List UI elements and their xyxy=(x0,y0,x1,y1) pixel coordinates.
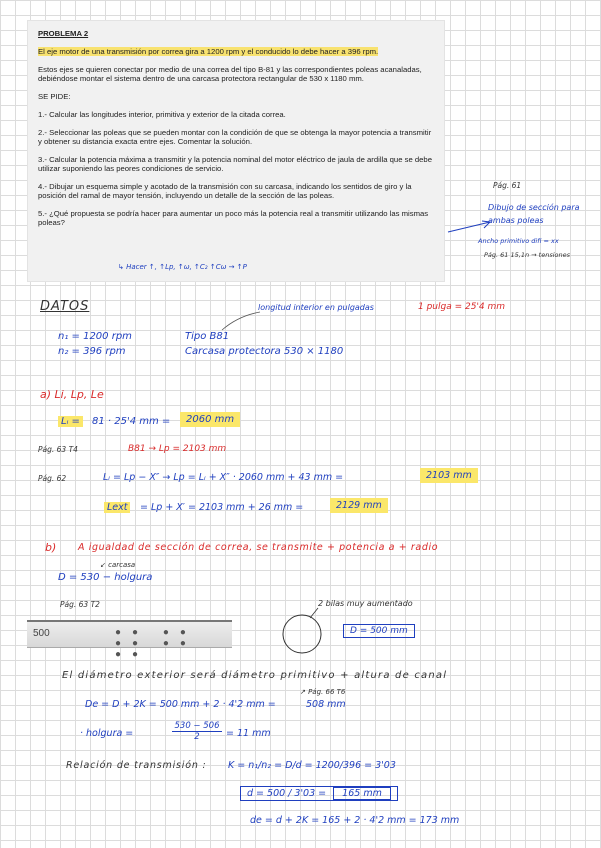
part-a-label: a) Li, Lp, Le xyxy=(40,388,104,401)
part-b-sentence: A igualdad de sección de correa, se transmite + potencia a + radio xyxy=(78,542,439,553)
margin-draw-note-2: ambas poleas xyxy=(488,216,544,225)
pointer-line-icon xyxy=(218,310,262,332)
relacion-label: Relación de transmisión : xyxy=(66,760,207,771)
photo-note: 2 bilas muy aumentado xyxy=(318,599,413,608)
holgura-fraction xyxy=(172,721,222,742)
d-small-box xyxy=(240,786,398,801)
margin-draw-note-1: Dibujo de sección para xyxy=(488,203,580,212)
datos-pulgada: 1 pulga = 25'4 mm xyxy=(418,302,506,312)
datos-tipo: Tipo B81 xyxy=(185,331,230,342)
problem-intro: Estos ejes se quieren conectar por medio de una correa del tipo B-81 y las correspondientes poleas acanaladas, debiéndose montar el sistema dentro de una carcasa protectora rectangular de 530 x 1180 mm. xyxy=(38,65,422,83)
problem-se-pide: SE PIDE: xyxy=(38,92,71,101)
pag62-ref: Pág. 62 xyxy=(38,474,67,483)
datos-heading: DATOS xyxy=(40,299,90,314)
holgura-denominator: 2 xyxy=(194,732,200,742)
datos-n2: n₂ = 396 rpm xyxy=(58,346,126,357)
lext-formula: = Lp + X′ = 2103 mm + 26 mm = xyxy=(140,502,304,513)
arrow-icon xyxy=(446,219,494,235)
pag63-ref: Pág. 63 T4 xyxy=(38,445,78,454)
lext-var: Lext xyxy=(104,502,130,513)
pulley-scale-photo xyxy=(27,620,232,660)
problem-statement xyxy=(27,20,445,282)
lp-result: 2103 mm xyxy=(420,470,478,481)
li-formula: Lᵢ = Lp − X″ → Lp = Lᵢ + X″ · 2060 mm + 43 mm = xyxy=(103,472,344,483)
problem-item-5: 5.- ¿Qué propuesta se podría hacer para aumentar un poco más la potencia real a transmitir utilizando las mismas poleas? xyxy=(38,209,429,227)
margin-pag-ref-bottom: Pág. 61 15,1n → tensiones xyxy=(484,251,571,259)
de-result: 508 mm xyxy=(306,699,346,710)
relacion-formula: K = n₁/n₂ = D/d = 1200/396 = 3'03 xyxy=(228,760,396,771)
holgura-label: · holgura = xyxy=(80,728,134,739)
margin-pag-ref-top: Pág. 61 xyxy=(493,181,522,190)
lext-result: 2129 mm xyxy=(330,500,388,511)
de-formula: De = D + 2K = 500 mm + 2 · 4'2 mm = xyxy=(85,699,276,710)
zoom-circle-icon xyxy=(278,604,328,658)
pag66-ref: ↗ Pág. 66 T6 xyxy=(300,688,346,696)
problem-item-1: 1.- Calcular las longitudes interior, primitiva y exterior de la citada correa. xyxy=(38,110,286,119)
datos-n1: n₁ = 1200 rpm xyxy=(58,331,132,342)
b81-line: B81 → Lp = 2103 mm xyxy=(128,444,227,454)
d-result: D = 500 mm xyxy=(343,624,415,638)
li-result: 2060 mm xyxy=(180,414,240,425)
problem-item-2: 2.- Seleccionar las poleas que se pueden montar con la condición de que se obtenga la mayor potencia a transmitir y obtener su distancia exacta entre ejes. Comentar la solución. xyxy=(38,128,432,146)
problem-item-4: 4.- Dibujar un esquema simple y acotado de la transmisión con su carcasa, indicando los sentidos de giro y la posición del ramal de mayor tensión, incluyendo un detalle de la sección de las poleas. xyxy=(38,182,412,200)
li-calc: 81 · 25'4 mm = xyxy=(92,416,171,427)
d-formula: D = 530 − holgura xyxy=(58,572,153,583)
pag-t2-ref: Pág. 63 T2 xyxy=(60,600,100,609)
part-b-label: b) xyxy=(45,541,57,554)
datos-longitud-note: longitud interior en pulgadas xyxy=(258,303,374,312)
datos-carcasa: Carcasa protectora 530 × 1180 xyxy=(185,346,344,357)
holgura-result: = 11 mm xyxy=(226,728,271,739)
problem-item-3: 3.- Calcular la potencia máxima a transmitir y la potencia nominal del motor eléctrico de jaula de ardilla que se debe utilizar suponiendo las peores condiciones de servicio. xyxy=(38,155,432,173)
carcasa-note: ↙ carcasa xyxy=(100,561,136,569)
diam-sentence: El diámetro exterior será diámetro primitivo + altura de canal xyxy=(62,670,448,681)
note-q5: ↳ Hacer ↑, ↑Lp, ↑ω, ↑C₂ ↑Cω → ↑P xyxy=(118,263,247,271)
d-small-formula: d = 500 / 3'03 = xyxy=(247,788,327,799)
photo-dots: ●● ●● ●● ●● ●● xyxy=(115,627,197,660)
li-var: Lᵢ = xyxy=(58,416,83,427)
margin-draw-note-3: Ancho primitivo difi = xx xyxy=(478,237,559,245)
de-small-formula: de = d + 2K = 165 + 2 · 4'2 mm = 173 mm xyxy=(250,815,460,826)
d-small-result: 165 mm xyxy=(333,787,391,800)
photo-number: 500 xyxy=(33,628,50,639)
holgura-numerator: 530 − 506 xyxy=(172,721,222,732)
problem-highlight: El eje motor de una transmisión por correa gira a 1200 rpm y el conducido lo debe hacer a 396 rpm. xyxy=(38,47,379,56)
problem-title: PROBLEMA 2 xyxy=(38,29,89,38)
